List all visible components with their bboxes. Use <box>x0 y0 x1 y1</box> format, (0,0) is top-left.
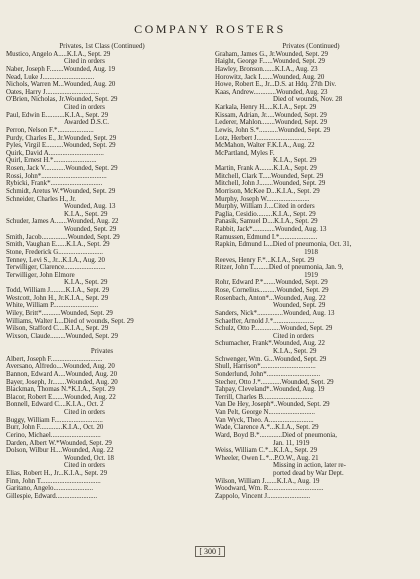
roster-entry: Todd, William J.........K.I.A., Sept. 29 <box>6 287 110 294</box>
roster-entry: Naber, Joseph F........Wounded, Aug. 19 <box>6 65 116 73</box>
roster-entry: Howe, Robert E., Jr...D.S. at Hdq. 27th Div. <box>215 81 337 89</box>
roster-entry: Murphy, Joseph W......................... <box>215 195 310 203</box>
roster-entry: Cited in orders <box>64 104 105 111</box>
roster-entry: Cited in orders <box>64 409 105 416</box>
section-heading: Privates <box>90 348 114 355</box>
roster-entry: Ritzer, John T.........Died of pneumonia, Jan. 9, <box>215 264 344 272</box>
roster-entry: Jan. 11, 1919 <box>273 439 310 447</box>
roster-entry: Aversano, Alfredo....Wounded, Aug. 20 <box>6 363 115 371</box>
roster-entry: Schwenger, Wm. G...Wounded, Sept. 29 <box>215 355 327 363</box>
roster-entry: Wounded, Sept. 29 <box>273 302 326 310</box>
roster-entry: Kaas, Andrew.............Wounded, Aug. 23 <box>215 88 328 96</box>
roster-entry: Bannon, Edward A....Wounded, Aug. 20 <box>6 370 118 378</box>
roster-entry: Rohr, Edward P.*.......Wounded, Sept. 29 <box>215 279 328 287</box>
roster-entry: Smith, Vaughan E......K.I.A., Sept. 29 <box>6 241 110 249</box>
roster-entry: Wounded, Sept. 29 <box>64 226 117 233</box>
roster-entry: Pyles, Virgil E..........Wounded, Sept. 29 <box>6 142 116 150</box>
roster-entry: Cited in orders <box>273 332 314 340</box>
roster-entry: Van Pelt, George N........................... <box>215 409 315 416</box>
roster-entry: Bonnell, Edward C....K.I.A., Oct. 2 <box>6 401 104 409</box>
roster-entry: Murphy, William J....Cited in orders <box>215 203 315 211</box>
roster-entry: Williams, Walter L...Died of wounds, Sept. 29 <box>6 317 134 325</box>
roster-entry: Burr, John F.............K.I.A., Oct. 20 <box>6 424 104 432</box>
roster-entry: Westcott, John H., Jr.K.I.A., Sept. 29 <box>6 294 109 302</box>
roster-entry: Stone, Frederick G.......................... <box>6 248 104 256</box>
roster-entry: Died of wounds, Nov. 28 <box>273 96 343 104</box>
roster-entry: Wounded, Aug. 13 <box>64 203 116 211</box>
roster-entry: Rosen, Jack V............Wounded, Sept. 29 <box>6 165 118 172</box>
roster-entry: Rossi, John*...................................... <box>6 172 107 180</box>
roster-entry: K.I.A., Sept. 29 <box>273 157 317 165</box>
roster-entry: Woodward, Wm. R................................ <box>215 485 324 493</box>
roster-entry: O'Brien, Nicholas, Jr.Wounded, Sept. 29 <box>6 96 118 104</box>
roster-entry: Van Wyck, Theo. A.......................... <box>215 416 314 424</box>
roster-entry: Paglia, Cesidio.........K.I.A., Sept. 29 <box>215 210 316 218</box>
roster-entry: Mustico, Angelo A.....K.I.A., Sept. 29 <box>6 50 111 58</box>
roster-entry: Darden, Albert W.*Wounded, Sept. 29 <box>6 439 112 447</box>
roster-entry: Kissam, Adrian, Jr.....Wounded, Sept. 29 <box>215 111 327 119</box>
roster-entry: ported dead by War Dept. <box>273 470 344 477</box>
roster-entry: Schmidt, Aretus W.*Wounded, Sept. 29 <box>6 187 116 195</box>
roster-entry: Cited in orders <box>64 58 105 66</box>
roster-entry: Sonderlund, John*............................... <box>215 370 321 378</box>
roster-entry: Awarded D.S.C. <box>64 119 109 127</box>
roster-entry: Ward, Boyd B.*.............Died of pneumonia, <box>215 431 337 439</box>
roster-entry: McMahon, Walter F.K.I.A., Aug. 22 <box>215 142 315 150</box>
roster-entry: Mitchell, Clark T.....Wounded, Sept. 29 <box>215 172 324 180</box>
roster-entry: K.I.A., Sept. 29 <box>273 348 317 355</box>
roster-entry: Blacor, Robert E.......Wounded, Aug. 22 <box>6 393 116 401</box>
spacer <box>6 340 198 348</box>
roster-entry: 1919 <box>304 271 318 279</box>
roster-entry: Terwilliger, John Elmore <box>6 271 75 279</box>
roster-entry: Blackman, Thomas N.*K.I.A., Sept. 29 <box>6 386 115 394</box>
roster-entry: Wade, Clarence A.*...K.I.A., Sept. 29 <box>215 424 319 432</box>
roster-entry: Dolson, Wilbur H....Wounded, Aug. 22 <box>6 447 114 455</box>
section-heading: Privates, 1st Class (Continued) <box>59 43 145 50</box>
roster-entry: Terrill, Charles B............................. <box>215 393 313 401</box>
roster-entry: Haight, George F......Wounded, Sept. 29 <box>215 58 325 66</box>
roster-entry: Wilson, William J.......K.I.A., Aug. 19 <box>215 477 320 485</box>
roster-column-right <box>215 43 407 501</box>
roster-entry: Wilson, Stafford C....K.I.A., Sept. 29 <box>6 325 109 333</box>
roster-entry: Cerino, Michael............................. <box>6 431 101 439</box>
roster-entry: Schumacher, Frank*.Wounded, Aug. 22 <box>215 340 325 348</box>
roster-entry: 1918 <box>304 248 318 256</box>
roster-entry: Tenney, Levi S., Jr...K.I.A., Aug. 20 <box>6 256 105 264</box>
roster-entry: Rose, Cornelius..........Wounded, Sept. 29 <box>215 287 329 294</box>
roster-entry: K.I.A., Sept. 29 <box>64 279 108 287</box>
roster-entry: Cited in orders <box>64 462 105 470</box>
roster-entry: Horowitz, Jack I.......Wounded, Aug. 20 <box>215 73 325 81</box>
roster-entry: Quirk, David A................................ <box>6 149 104 157</box>
roster-entry: Bayer, Joseph, Jr........Wounded, Aug. 20 <box>6 378 118 386</box>
roster-entry: McPartland, Myles F. <box>215 149 275 157</box>
roster-entry: Lewis, John S.*...........Wounded, Sept. 29 <box>215 126 331 134</box>
roster-entry: Garitano, Angelo....................... <box>6 485 94 493</box>
page-number-footer <box>0 547 420 556</box>
roster-entry: Reeves, Henry F.*...K.I.A., Sept. 29 <box>215 256 315 264</box>
roster-entry: Wixson, Claude.........Wounded, Sept. 29 <box>6 332 118 340</box>
roster-entry: Oates, Harry J............................... <box>6 88 100 96</box>
roster-entry: Morrison, McKee D...K.I.A., Sept. 29 <box>215 187 320 195</box>
roster-entry: Martin, Frank A........K.I.A., Sept. 29 <box>215 165 317 172</box>
roster-entry: Lederer, Mahlon........Wounded, Sept. 29 <box>215 119 328 127</box>
roster-entry: Van De Hey, Joseph*..Wounded, Sept. 29 <box>215 401 330 409</box>
roster-entry: Rybicki, Frank*.............................. <box>6 180 103 188</box>
roster-entry: Gillespie, Edward........................ <box>6 492 98 500</box>
roster-entry: Stecher, Otto J.*............Wounded, Sept. 29 <box>215 378 334 386</box>
roster-entry: Purdy, Charles E., Jr.Wounded, Sept. 29 <box>6 134 117 142</box>
roster-entry: Wiley, Britt*...........Wounded, Sept. 29 <box>6 309 113 317</box>
roster-entry: Weiss, William C.*...K.I.A., Sept. 29 <box>215 447 318 455</box>
roster-entry: Sanders, Nick*...............Wounded, Aug. 13 <box>215 309 335 317</box>
roster-entry: Wounded, Oct. 18 <box>64 454 114 462</box>
roster-entry: Karkala, Henry H.....K.I.A., Sept. 29 <box>215 104 317 111</box>
roster-entry: Schneider, Charles H., Jr. <box>6 195 76 203</box>
roster-entry: Wheeler, Owen L.*...P.O.W., Aug. 21 <box>215 454 319 462</box>
page-number: [ 300 ] <box>195 546 224 557</box>
roster-entry: Panasik, Samuel D....K.I.A., Sept. 29 <box>215 218 318 226</box>
roster-entry: White, William P.......................... <box>6 302 99 310</box>
roster-entry: Finn, John T................................... <box>6 477 101 485</box>
roster-entry: Paul, Edwin E...........K.I.A., Sept. 29 <box>6 111 109 119</box>
roster-entry: K.I.A., Sept. 29 <box>64 210 108 218</box>
roster-entry: Albert, Joseph F.............................. <box>6 355 103 363</box>
roster-entry: Mitchell, John J........Wounded, Sept. 29 <box>215 180 326 188</box>
roster-entry: Rabbit, Jack*.............Wounded, Aug. 13 <box>215 226 327 233</box>
roster-entry: Graham, James G., Jr.Wounded, Sept. 29 <box>215 50 328 58</box>
roster-entry: Rosenbach, Anton*...Wounded, Aug. 22 <box>215 294 326 302</box>
roster-entry: Hawley, Bronson.......K.I.A., Aug. 23 <box>215 65 318 73</box>
roster-entry: Missing in action, later re- <box>273 462 346 470</box>
roster-entry: Perron, Nelson F.*..................... <box>6 126 94 134</box>
section-heading: Privates (Continued) <box>282 43 340 50</box>
roster-entry: Schulz, Otto P...............Wounded, Sept. 29 <box>215 325 333 333</box>
roster-entry: Buggy, William F............................ <box>6 416 103 424</box>
page-title: COMPANY ROSTERS <box>134 22 286 36</box>
roster-column-left <box>6 43 198 501</box>
roster-entry: Nead, Luke J.............................. <box>6 73 95 81</box>
roster-entry: Tahpay, Cleveland*..Wounded, Aug. 19 <box>215 386 325 394</box>
roster-entry: Ramussen, Edmund I.*...................... <box>215 233 318 241</box>
roster-entry: Lotz, Herbert J................................ <box>215 134 312 142</box>
roster-entry: Shull, Harrison*................................ <box>215 363 316 371</box>
roster-entry: Rapkin, Edmund L...Died of pneumonia, Oct. 31, <box>215 241 352 249</box>
roster-entry: Nichols, Warren M...Wounded, Aug. 20 <box>6 81 116 89</box>
roster-entry: Elias, Robert H., Jr...K.I.A., Sept. 29 <box>6 470 108 477</box>
roster-entry: Quirl, Ernest H.*......................... <box>6 157 97 165</box>
roster-entry: Zappolo, Vincent J......................... <box>215 492 311 500</box>
roster-entry: Terwilliger, Clarence........................ <box>6 264 106 272</box>
roster-entry: Schuder, James A.......Wounded, Aug. 22 <box>6 218 119 226</box>
roster-entry: Schaeffer, Arnold J.*........................ <box>215 317 315 325</box>
roster-entry: Smith, Jacob...............Wounded, Sept. 29 <box>6 233 120 241</box>
